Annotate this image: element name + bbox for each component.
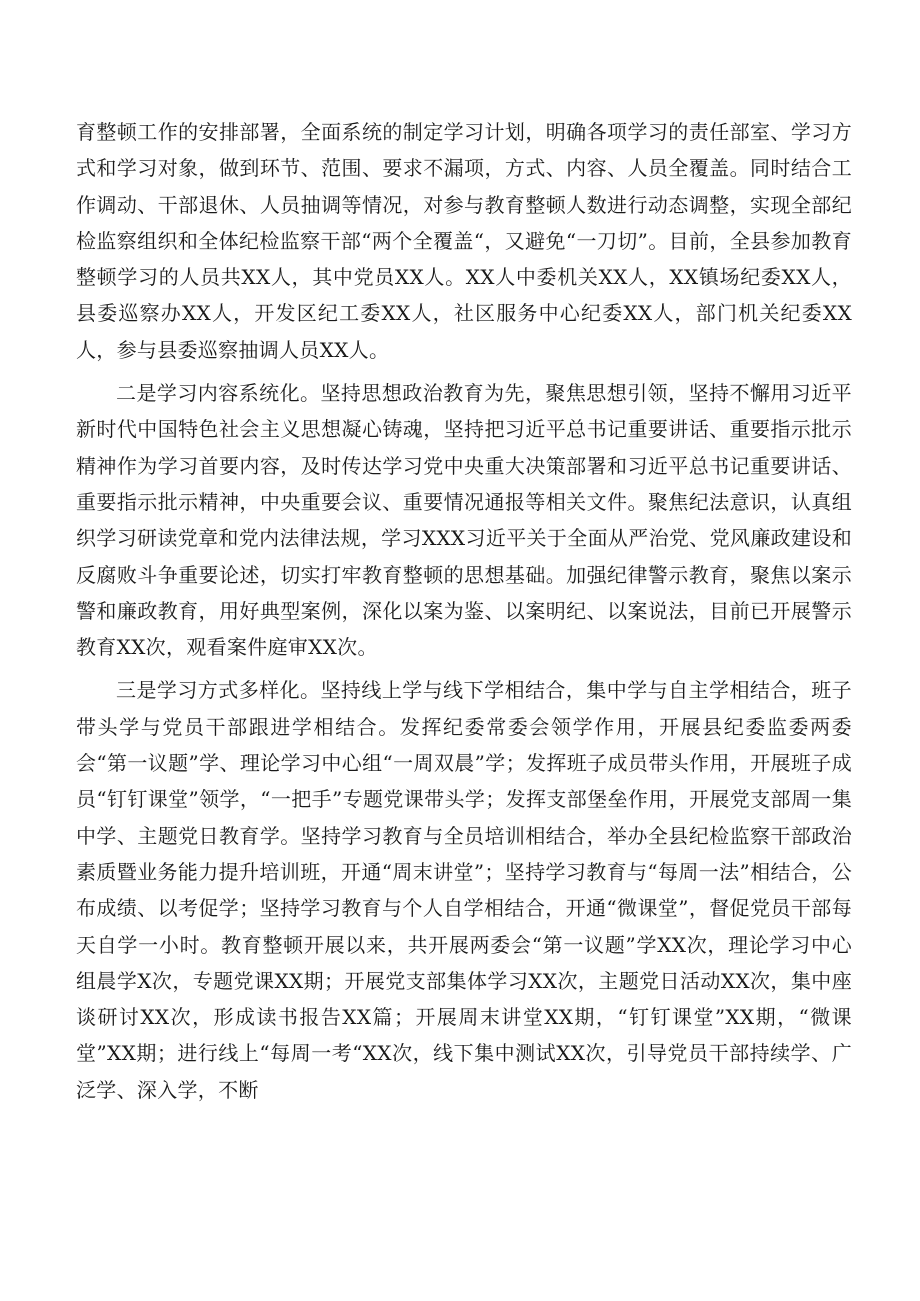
paragraph-study-content: 二是学习内容系统化。坚持思想政治教育为先，聚焦思想引领，坚持不懈用习近平新时代中国特色社会主义思想凝心铸魂，坚持把习近平总书记重要讲话、重要指示批示精神作为学习首要内容，及时传达学习党中央重大决策部署和习近平总书记重要讲话、重要指示批示精神，中央重要会议、重要情况通报等相关文件。聚焦纪法意识，认真组织学习研读党章和党内法律法规，学习XXX习近平关于全面从严治党、党风廉政建设和反腐败斗争重要论述，切实打牢教育整顿的思想基础。加强纪律警示教育，聚焦以案示警和廉政教育，用好典型案例，深化以案为鉴、以案明纪、以案说法，目前已开展警示教育XX次，观看案件庭审XX次。 [76, 381, 852, 660]
paragraph-continued-study-plan: 育整顿工作的安排部署，全面系统的制定学习计划，明确各项学习的责任部室、学习方式和学习对象，做到环节、范围、要求不漏项，方式、内容、人员全覆盖。同时结合工作调动、干部退休、人员抽调等情况，对参与教育整顿人数进行动态调整，实现全部纪检监察组织和全体纪检监察干部“两个全覆盖“，又避免“一刀切”。目前，全县参加教育整顿学习的人员共XX人，其中党员XX人。XX人中委机关XX人，XX镇场纪委XX人，县委巡察办XX人，开发区纪工委XX人，社区服务中心纪委XX人，部门机关纪委XX人，参与县委巡察抽调人员XX人。 [76, 120, 852, 362]
document-body [76, 114, 852, 1108]
paragraph-study-methods: 三是学习方式多样化。坚持线上学与线下学相结合，集中学与自主学相结合，班子带头学与党员干部跟进学相结合。发挥纪委常委会领学作用，开展县纪委监委两委会“第一议题”学、理论学习中心组“一周双晨”学；发挥班子成员带头作用，开展班子成员“钉钉课堂”领学，“一把手”专题党课带头学；发挥支部堡垒作用，开展党支部周一集中学、主题党日教育学。坚持学习教育与全员培训相结合，举办全县纪检监察干部政治素质暨业务能力提升培训班，开通“周末讲堂”；坚持学习教育与“每周一法”相结合，公布成绩、以考促学；坚持学习教育与个人自学相结合，开通“微课堂”，督促党员干部每天自学一小时。教育整顿开展以来，共开展两委会“第一议题”学XX次，理论学习中心组晨学X次，专题党课XX期；开展党支部集体学习XX次，主题党日活动XX次，集中座谈研讨XX次，形成读书报告XX篇；开展周末讲堂XX期，“钉钉课堂”XX期，“微课堂”XX期；进行线上“每周一考“XX次，线下集中测试XX次，引导党员干部持续学、广泛学、深入学，不断 [76, 678, 852, 1102]
